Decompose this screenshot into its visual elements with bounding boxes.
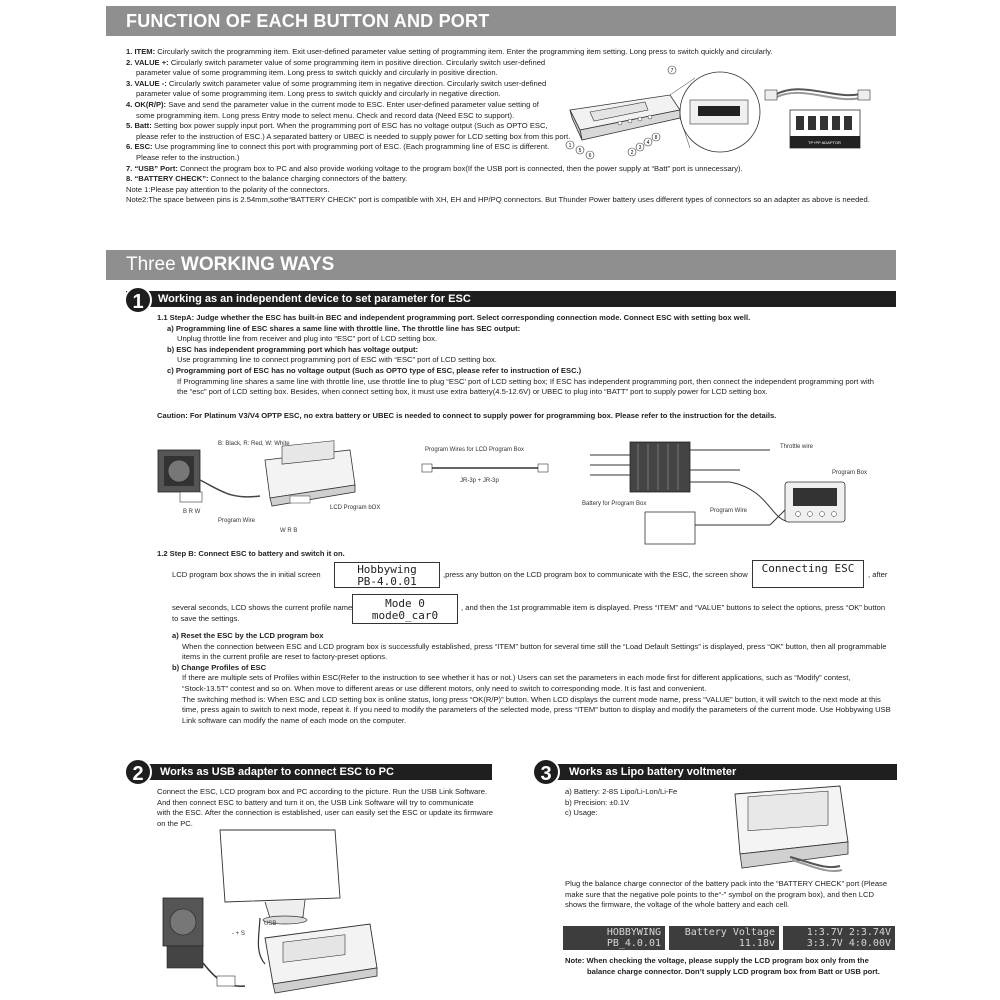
wire-colors-label: B: Black, R: Red, W: White xyxy=(218,441,290,447)
polarity-label: - + S xyxy=(232,931,245,937)
lcd-line: 11.18v xyxy=(738,938,775,949)
function-item-cont: Please refer to the instruction.) xyxy=(136,152,240,162)
lcd-initial-screen xyxy=(334,562,440,588)
change-text: If there are multiple sets of Profiles within ESC(Refer to the instruction to see whether it has or not.) Users can set the parameters in each mode first for different applications, such as “Modify” contest, xyxy=(182,673,851,683)
function-item-cont: parameter value of some programming item. Long press to switch quickly and circularly in negative direction. xyxy=(136,89,501,99)
lcd-initial-pre: LCD program box shows the in initial screen xyxy=(172,570,321,579)
usage-line: Plug the balance charge connector of the battery pack into the “BATTERY CHECK” port (Please xyxy=(565,879,888,888)
voltmeter-screen-firmware xyxy=(563,926,665,950)
lcd-mode-screen xyxy=(352,594,458,624)
zoom-circle xyxy=(670,72,760,152)
note-1: Note 1:Please pay attention to the polarity of the connectors. xyxy=(126,184,330,194)
step-a-a-title: a) Programming line of ESC shares a same line with throttle line. The throttle line has SEC output: xyxy=(167,323,521,333)
lcd-line: Battery Voltage xyxy=(684,927,775,938)
function-item: 3. VALUE -: Circularly switch parameter value of some programming item in negative direction. Circularly switch user-defined xyxy=(126,78,547,88)
section-3-note xyxy=(565,956,895,977)
lcd-line: PB_4.0.01 xyxy=(606,938,661,949)
header-title-a: Three xyxy=(126,254,181,275)
wrb-label: W R B xyxy=(280,528,298,534)
change-text: Link software can modify the name of each mode on the computer. xyxy=(182,715,407,725)
function-item: 6. ESC: Use programming line to connect this port with programming port of ESC. (Each programming line of ESC is different. xyxy=(126,142,550,152)
section-1-bar xyxy=(126,291,896,307)
program-box-illustration xyxy=(570,95,680,140)
program-wires-lcd-label: Program Wires for LCD Program Box xyxy=(425,447,525,453)
callout-label: 5 xyxy=(578,148,582,154)
esc-illustration xyxy=(158,450,260,502)
profile-pre: several seconds, LCD shows the current profile name xyxy=(172,603,353,612)
after-text: , after xyxy=(868,570,888,579)
change-text: “Stock-13.5T” contest and so on. When move to different areas or use different motors, only need to switch to corresponding mode. It is fast and convenient. xyxy=(182,683,707,693)
section-3-bar xyxy=(537,764,897,780)
program-wire-label: Program Wire xyxy=(218,518,256,524)
callout-label: 3 xyxy=(638,145,642,151)
function-item: 5. Batt: Setting box power supply input port. When the programming port of ESC has no voltage output (Such as OPTO ESC, xyxy=(126,121,548,131)
battery-illustration xyxy=(645,510,785,544)
function-item-cont: some programming item. Long press Entry mode to select menu. Check and record data (Need ESC to support). xyxy=(136,110,515,120)
function-item: 2. VALUE +: Circularly switch parameter value of some programming item in positive direction. Circularly switch user-defined xyxy=(126,57,546,67)
lcd-line: Connecting ESC xyxy=(761,562,855,575)
callout-label: 1 xyxy=(568,143,572,149)
throttle-wire-label: Throttle wire xyxy=(780,444,814,450)
lcd-line: PB-4.0.01 xyxy=(357,575,417,588)
battery-check-figure xyxy=(730,782,900,874)
step-a-a-text: Unplug throttle line from receiver and plug into “ESC” port of LCD setting box. xyxy=(177,334,438,344)
function-item-cont: please refer to the instruction of ESC.) A separated battery or UBEC is needed to supply power for LCD setting box from this port. xyxy=(136,131,571,141)
lcd-line: HOBBYWING xyxy=(606,927,661,938)
function-item: 4. OK(R/P): Save and send the parameter value in the current mode to ESC. Enter user-defined parameter value setting of xyxy=(126,99,539,109)
program-box-figure xyxy=(560,60,890,170)
section-2-text xyxy=(157,787,497,829)
step-a-c-text1: If Programming line shares a same line with throttle line, use throttle line to plug “ESC’ port of LCD setting box; If ESC has independent programming port, then connect the independent programming port with xyxy=(177,376,875,386)
lcd-program-box-left xyxy=(265,441,355,506)
section-1-step-a xyxy=(157,313,887,398)
lcd-connecting-screen xyxy=(752,560,864,588)
voltmeter-screen-cells xyxy=(783,926,895,950)
caution-text: Caution: For Platinum V3/V4 OPTP ESC, no extra battery or UBEC is needed to connect to supply power for programming box. Please refer to the instruction for the details. xyxy=(157,411,777,420)
monitor-illustration xyxy=(220,830,340,924)
change-text: time, press again to switch to next mode, repeat it. If you need to modify the parameters of the selected mode, press “ITEM” button to display and modify the parameters of the current mode. Use Hobbywing USB xyxy=(182,705,891,715)
function-item: 7. “USB” Port: Connect the program box to PC and also provide working voltage to the program box(If the USB port is connected, then the power supply at “Batt” port is unnecessary). xyxy=(126,163,743,173)
lcd-initial-post: ,press any button on the LCD program box to communicate with the ESC, the screen show xyxy=(443,570,748,579)
step-a-c-title: c) Programming port of ESC has no voltage output (Such as OPTO type of ESC, please refer to instruction of ESC.) xyxy=(167,365,582,375)
reset-title: a) Reset the ESC by the LCD program box xyxy=(172,631,324,640)
reset-and-change xyxy=(172,631,892,726)
jr-label: JR-3p + JR-3p xyxy=(460,478,499,484)
usage-line: make sure that the negative pole points to the“-” symbol on the program box), and then LCD xyxy=(565,889,874,899)
step-a-b-text: Use programming line to connect programming port of ESC with “ESC” port of LCD setting box. xyxy=(177,355,497,365)
callout-label: 4 xyxy=(646,140,650,146)
section-2-line: on the PC. xyxy=(157,818,193,828)
lcd-line: Hobbywing xyxy=(357,563,417,576)
section-2-line: with the ESC. After the connection is established, user can easily set the ESC or update its firmware xyxy=(157,808,493,818)
spec-line: a) Battery: 2-8S Lipo/Li-Lon/Li-Fe xyxy=(565,787,678,796)
callout-label: 6 xyxy=(588,153,592,159)
lcd-line: Mode 0 xyxy=(385,597,425,610)
section-3-number: 3 xyxy=(532,758,560,786)
section-2-line: Connect the ESC, LCD program box and PC according to the picture. Run the USB Link Software. xyxy=(157,787,488,796)
program-box-label: Program Box xyxy=(832,470,868,476)
note-2: Note2:The space between pins is 2.54mm,sothe“BATTERY CHECK” port is compatible with XH, EH and HP/PQ connectors. But Thunder Power battery uses different types of connectors so an adapter as above is needed. xyxy=(126,195,870,205)
spec-line: c) Usage: xyxy=(565,808,598,818)
section-2-title: Works as USB adapter to connect ESC to PC xyxy=(160,766,394,778)
esc-usb-illustration xyxy=(163,898,245,986)
step-a-c-text2: the “esc” port of LCD setting box. Besides, when connect setting box, it must use extra battery(4.5-12.6V) or UBEC to plug into “BATT” port to supply power for LCD setting box. xyxy=(177,387,768,397)
section-2-line: And then connect ESC to battery and turn it on, the USB Link Software will try to communicate xyxy=(157,797,474,807)
function-item: 1. ITEM: Circularly switch the programming item. Exit user-defined parameter value setting of programming item. Enter the programming item setting. Long press to switch quickly and circularly. xyxy=(126,47,773,56)
usb-label: USB xyxy=(264,921,277,927)
note-line: balance charge connector. Don’t supply LCD program box from Batt or USB port. xyxy=(587,966,880,976)
step-a-b-title: b) ESC has independent programming port which has voltage output: xyxy=(167,344,419,354)
profile-post: , and then the 1st programmable item is displayed. Press “ITEM” and “VALUE” buttons to select the options, press “OK” button xyxy=(461,603,886,612)
section-1-title: Working as an independent device to set parameter for ESC xyxy=(158,293,471,305)
header-title: FUNCTION OF EACH BUTTON AND PORT xyxy=(126,11,490,31)
lcd-box-usb-illustration xyxy=(265,924,377,993)
callout-label: 2 xyxy=(630,150,634,156)
program-wire-label-2: Program Wire xyxy=(710,508,748,514)
adapter-label: TP+PP ADAPTOR xyxy=(808,140,841,145)
step-b: 1.2 Step B: Connect ESC to battery and switch it on. xyxy=(157,549,345,558)
spec-line: b) Precision: ±0.1V xyxy=(565,797,630,807)
battery-program-box-label: Battery for Program Box xyxy=(582,501,647,507)
section-3-title: Works as Lipo battery voltmeter xyxy=(569,766,737,778)
callout-label: 7 xyxy=(670,68,674,74)
esc-right-illustration xyxy=(590,442,790,522)
usage-line: shows the firmware, the voltage of the whole battery and each cell. xyxy=(565,900,790,910)
section-2-number: 2 xyxy=(124,758,152,786)
profile-post2: to save the settings. xyxy=(172,614,240,623)
program-wire-illustration xyxy=(422,464,548,472)
reset-text1: When the connection between ESC and LCD program box is successfully established, press “ITEM” button for several time still the “Load Default Settings” is displayed, press “OK” button, then all programmable xyxy=(182,641,887,651)
section-3-specs xyxy=(565,787,677,819)
change-title: b) Change Profiles of ESC xyxy=(172,662,267,672)
usb-adapter-figure xyxy=(155,828,495,996)
voltmeter-screen-battery xyxy=(669,926,779,950)
lcd-line: mode0_car0 xyxy=(371,609,439,622)
section-2-bar xyxy=(128,764,492,780)
step-a: 1.1 StepA: Judge whether the ESC has built-in BEC and independent programming port. Select corresponding connection mode. Connect ESC with setting box well. xyxy=(157,313,751,322)
brw-label: B R W xyxy=(183,509,201,515)
section-header-working-ways xyxy=(106,250,896,280)
section-1-number: 1 xyxy=(124,286,152,314)
function-item-cont: parameter value of some programming item. Long press to switch quickly and circularly in positive direction. xyxy=(136,68,498,78)
lcd-line: 3:3.7V 4:0.00V xyxy=(806,938,891,949)
lcd-line: 1:3.7V 2:3.74V xyxy=(806,927,891,938)
section-3-usage xyxy=(565,879,895,911)
callout-label: 8 xyxy=(654,135,658,141)
change-text: The switching method is: When ESC and LCD setting box is online status, long press “OK(R/P)” button. When LCD displays the current mode name, press “VALUE” button, it will switch to the next mode at this xyxy=(182,694,881,704)
function-item: 8. “BATTERY CHECK”: Connect to the balance charging connectors of the battery. xyxy=(126,174,408,184)
header-title-b: WORKING WAYS xyxy=(180,254,335,275)
note-line: Note: When checking the voltage, please supply the LCD program box only from the xyxy=(565,956,869,965)
lcd-program-box-label: LCD Program bOX xyxy=(330,505,381,511)
section-header-functions xyxy=(106,6,896,36)
reset-text2: items in the current profile are reset to factory-preset options. xyxy=(182,652,388,662)
program-box-right xyxy=(785,482,845,522)
